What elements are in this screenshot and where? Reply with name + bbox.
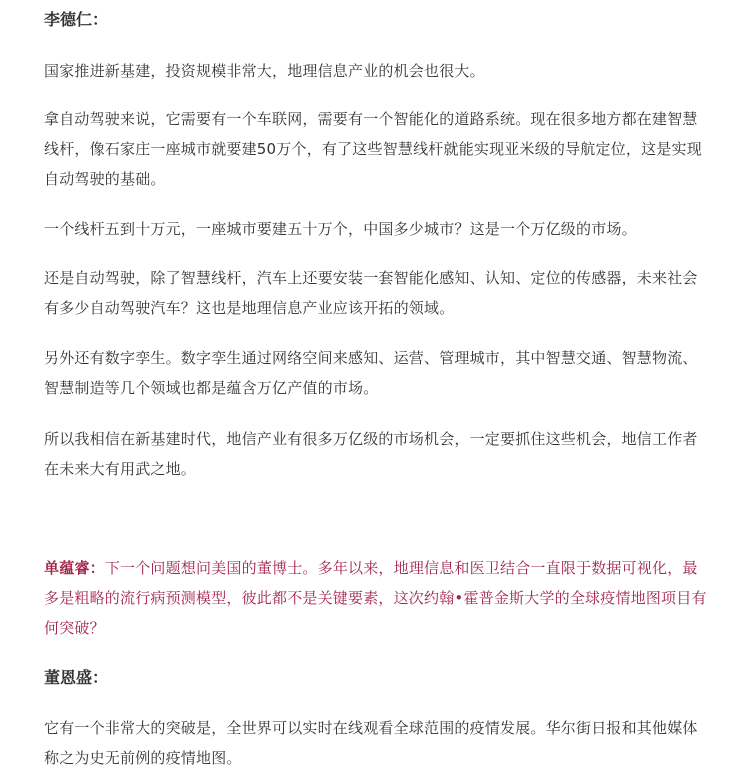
paragraph: 所以我相信在新基建时代，地信产业有很多万亿级的市场机会，一定要抓住这些机会，地信工作者在未来大有用武之地。 [44,430,698,478]
paragraph: 另外还有数字孪生。数字孪生通过网络空间来感知、运营、管理城市，其中智慧交通、智慧物流、智慧制造等几个领域也都是蕴含万亿产值的市场。 [44,349,698,397]
paragraph: 国家推进新基建，投资规模非常大，地理信息产业的机会也很大。 [44,62,485,80]
interviewer-question [44,553,708,643]
question-text: 下一个问题想问美国的董博士。多年以来，地理信息和医卫结合一直限于数据可视化，最多是粗略的流行病预测模型，彼此都不是关键要素，这次约翰•霍普金斯大学的全球疫情地图项目有何突破？ [44,559,707,637]
speaker-name: 李德仁： [44,10,109,29]
interviewer-name: 单蕴睿： [44,559,105,577]
paragraph: 它有一个非常大的突破是，全世界可以实时在线观看全球范围的疫情发展。华尔街日报和其他媒体称之为史无前例的疫情地图。 [44,719,698,767]
speaker-name: 董恩盛： [44,668,109,687]
paragraph: 拿自动驾驶来说，它需要有一个车联网，需要有一个智能化的道路系统。现在很多地方都在建智慧线杆，像石家庄一座城市就要建50万个，有了这些智慧线杆就能实现亚米级的导航定位，这是实现自动驾驶的基础。 [44,110,702,188]
paragraph: 还是自动驾驶，除了智慧线杆，汽车上还要安装一套智能化感知、认知、定位的传感器，未来社会有多少自动驾驶汽车？这也是地理信息产业应该开拓的领域。 [44,269,698,317]
paragraph: 一个线杆五到十万元，一座城市要建五十万个，中国多少城市？这是一个万亿级的市场。 [44,220,637,238]
